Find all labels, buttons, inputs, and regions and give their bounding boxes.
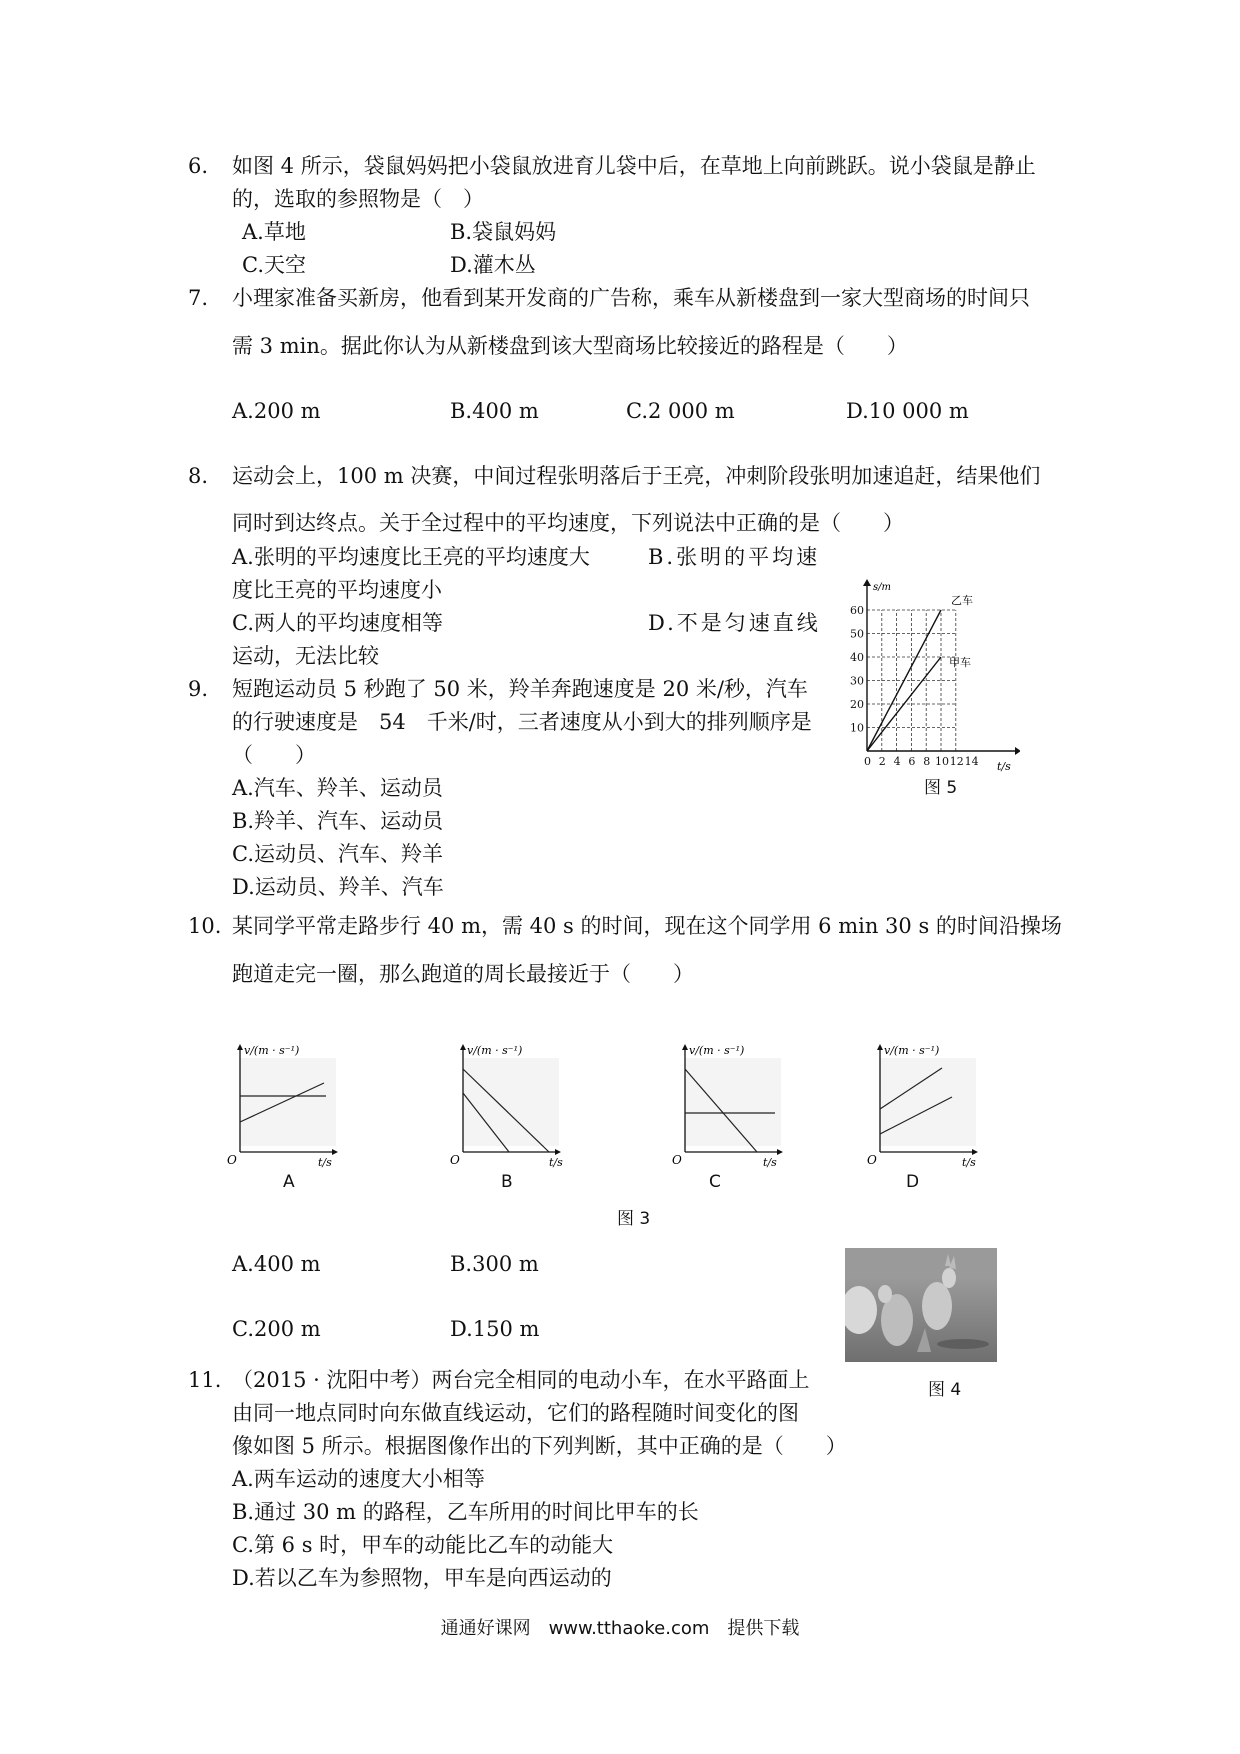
fig5-x-tick-8: 8 — [923, 755, 931, 768]
fig5-y-tick-50: 50 — [850, 627, 864, 641]
fig5-x-arrow — [1015, 747, 1020, 755]
q6-stem-line2: 的，选取的参照物是（ ） — [232, 187, 484, 211]
q9-option-d: D.运动员、羚羊、汽车 — [232, 875, 444, 899]
q9-option-c: C.运动员、汽车、羚羊 — [232, 842, 443, 866]
fig3-panel-label-b: B — [501, 1172, 513, 1192]
panel-c-ylabel: v/(m · s⁻¹) — [689, 1044, 745, 1057]
q11-option-c: C.第 6 s 时，甲车的动能比乙车的动能大 — [232, 1533, 614, 1557]
q6-number: 6. — [188, 154, 209, 178]
q10-number: 10. — [188, 914, 222, 938]
q11-option-a: A.两车运动的速度大小相等 — [232, 1467, 485, 1491]
fig3-caption: 图 3 — [617, 1209, 651, 1229]
figure-3-panel-a — [222, 1040, 342, 1170]
fig5-x-tick-6: 6 — [908, 755, 916, 768]
fig5-y-arrow — [863, 579, 871, 586]
q11-option-d: D.若以乙车为参照物，甲车是向西运动的 — [232, 1566, 612, 1590]
figure-4-kangaroo-photo — [845, 1248, 997, 1362]
q7-option-c: C.2 000 m — [626, 399, 735, 423]
q11-option-b: B.通过 30 m 的路程，乙车所用的时间比甲车的长 — [232, 1500, 699, 1524]
fig3-panel-label-c: C — [709, 1172, 721, 1192]
fig5-y-tick-40: 40 — [850, 651, 864, 664]
figure-3-panel-c — [667, 1040, 787, 1170]
q11-stem-line2: 由同一地点同时向东做直线运动，它们的路程随时间变化的图 — [232, 1401, 799, 1425]
figure-3-panel-b — [445, 1040, 565, 1170]
q9-number: 9. — [188, 677, 209, 701]
fig5-y-tick-60: 60 — [850, 604, 864, 617]
q7-number: 7. — [188, 286, 209, 310]
footer-source: 通通好课网 www.tthaoke.com 提供下载 — [440, 1618, 800, 1639]
q8-option-c: C.两人的平均速度相等 — [232, 611, 443, 635]
fig5-x-tick-10: 10 — [935, 755, 949, 768]
q10-stem-line1: 某同学平常走路步行 40 m，需 40 s 的时间，现在这个同学用 6 min 30 s 的时间沿操场 — [232, 914, 1062, 938]
q8-number: 8. — [188, 464, 209, 488]
panel-d-ylabel: v/(m · s⁻¹) — [884, 1044, 940, 1057]
fig5-xlabel: t/s — [997, 760, 1011, 773]
q10-option-b: B.300 m — [450, 1252, 539, 1276]
panel-b-ylabel: v/(m · s⁻¹) — [467, 1044, 523, 1057]
fig5-x-tick-2: 2 — [878, 755, 886, 768]
fig5-x-tick-4: 4 — [893, 755, 901, 768]
q7-option-a: A.200 m — [232, 399, 321, 423]
fig5-x-tick-0: 0 — [864, 755, 871, 768]
q8-option-d-part1: D.不是匀速直线 — [648, 611, 821, 635]
panel-c-xlabel: t/s — [763, 1156, 777, 1169]
fig5-y-tick-10: 10 — [850, 721, 864, 735]
panel-a-ylabel: v/(m · s⁻¹) — [244, 1044, 300, 1057]
q6-option-a: A.草地 — [242, 220, 306, 244]
q8-stem-line2: 同时到达终点。关于全过程中的平均速度，下列说法中正确的是（ ） — [232, 511, 904, 535]
q6-option-c: C.天空 — [242, 253, 306, 277]
q9-option-a: A.汽车、羚羊、运动员 — [232, 776, 443, 800]
q8-stem-line1: 运动会上，100 m 决赛，中间过程张明落后于王亮，冲刺阶段张明加速追赶，结果他们 — [232, 464, 1041, 488]
fig5-series-label-yi: 乙车 — [951, 594, 973, 607]
panel-d-xlabel: t/s — [962, 1156, 976, 1169]
q6-stem-line1: 如图 4 所示，袋鼠妈妈把小袋鼠放进育儿袋中后，在草地上向前跳跃。说小袋鼠是静止 — [232, 154, 1036, 178]
q7-stem-line2: 需 3 min。据此你认为从新楼盘到该大型商场比较接近的路程是（ ） — [232, 334, 908, 358]
panel-b-origin: O — [450, 1153, 460, 1167]
q7-option-d: D.10 000 m — [846, 399, 969, 423]
q6-option-d: D.灌木丛 — [450, 253, 536, 277]
q7-stem-line1: 小理家准备买新房，他看到某开发商的广告称，乘车从新楼盘到一家大型商场的时间只 — [232, 286, 1030, 310]
fig5-caption: 图 5 — [924, 778, 958, 798]
fig3-panel-label-a: A — [283, 1172, 295, 1192]
q10-option-d: D.150 m — [450, 1317, 540, 1341]
q8-option-b-part1: B.张明的平均速 — [648, 545, 821, 569]
fig5-x-tick-14: 14 — [964, 755, 979, 768]
panel-a-origin: O — [227, 1153, 237, 1167]
figure-5-chart — [845, 578, 1020, 778]
q7-option-b: B.400 m — [450, 399, 539, 423]
q8-option-a: A.张明的平均速度比王亮的平均速度大 — [232, 545, 590, 569]
fig5-grid — [867, 610, 956, 751]
q9-stem-line2: 的行驶速度是 54 千米/时，三者速度从小到大的排列顺序是 — [232, 710, 812, 734]
figure-3-panel-d — [862, 1040, 982, 1170]
q10-option-c: C.200 m — [232, 1317, 321, 1341]
q11-number: 11. — [188, 1368, 222, 1392]
q9-option-b: B.羚羊、汽车、运动员 — [232, 809, 444, 833]
fig5-y-tick-20: 20 — [850, 698, 864, 711]
q8-option-d-part2: 运动，无法比较 — [232, 644, 379, 668]
panel-a-xlabel: t/s — [318, 1156, 332, 1169]
panel-d-origin: O — [867, 1153, 877, 1167]
fig5-series-label-jia: 甲车 — [949, 656, 971, 669]
q9-stem-line1: 短跑运动员 5 秒跑了 50 米，羚羊奔跑速度是 20 米/秒，汽车 — [232, 677, 808, 701]
q11-stem-line1: （2015 · 沈阳中考）两台完全相同的电动小车，在水平路面上 — [232, 1368, 810, 1392]
q10-option-a: A.400 m — [232, 1252, 321, 1276]
panel-c-origin: O — [672, 1153, 682, 1167]
q10-stem-line2: 跑道走完一圈，那么跑道的周长最接近于（ ） — [232, 962, 694, 986]
q9-stem-line3: （ ） — [232, 743, 316, 767]
fig4-caption: 图 4 — [928, 1380, 962, 1400]
fig5-x-tick-12: 12 — [949, 755, 964, 768]
fig5-y-tick-30: 30 — [850, 674, 864, 688]
panel-b-xlabel: t/s — [549, 1156, 563, 1169]
q8-option-b-part2: 度比王亮的平均速度小 — [232, 578, 442, 602]
q11-stem-line3: 像如图 5 所示。根据图像作出的下列判断，其中正确的是（ ） — [232, 1434, 847, 1458]
q6-option-b: B.袋鼠妈妈 — [450, 220, 557, 244]
fig5-ylabel: s/m — [873, 582, 891, 593]
fig3-panel-label-d: D — [906, 1172, 920, 1192]
